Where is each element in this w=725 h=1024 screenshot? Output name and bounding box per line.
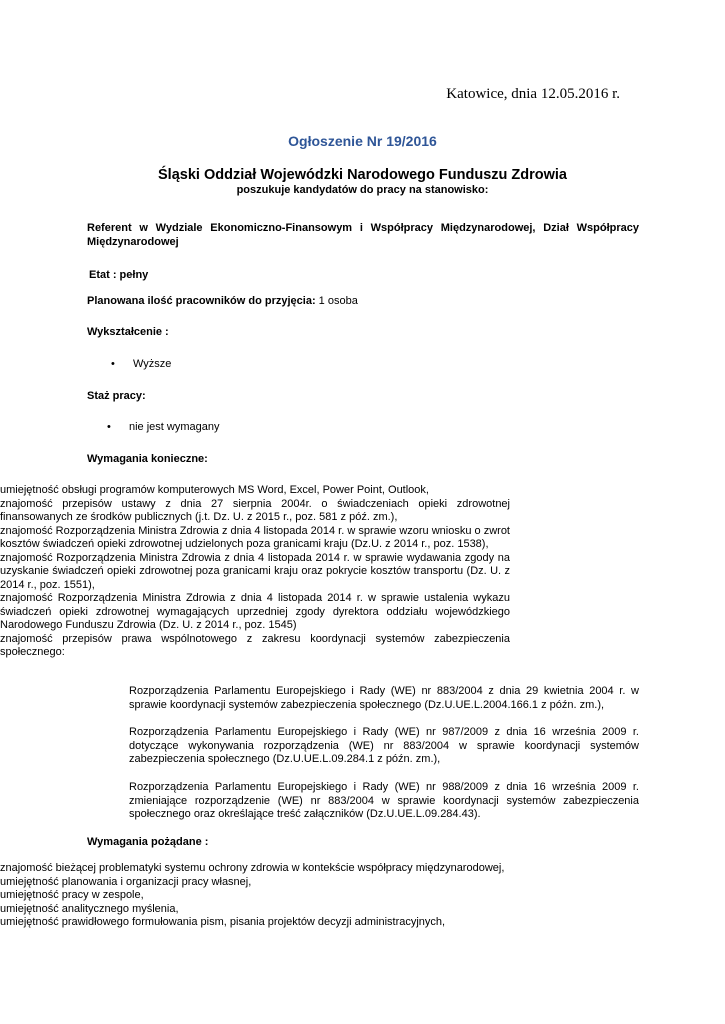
planned-headcount-value: 1 osoba (315, 295, 358, 307)
required-heading: Wymagania konieczne: (87, 453, 208, 465)
required-list (0, 484, 510, 660)
regulation-1: Rozporządzenia Parlamentu Europejskiego i Rady (WE) nr 883/2004 z dnia 29 kwietnia 2004 r. w sprawie koordynacji systemów zabezpieczenia społecznego (Dz.U.UE.L.2004.166.1 z późn. zm.), (129, 685, 639, 711)
regulation-3: Rozporządzenia Parlamentu Europejskiego i Rady (WE) nr 988/2009 z dnia 16 września 2009 r. zmieniające rozporządzenie (WE) nr 883/2004 w sprawie koordynacji systemów zabezpieczenia społecznego oraz określające treść załączników (Dz.U.UE.L.09.284.43). (129, 781, 639, 820)
desired-heading: Wymagania pożądane : (87, 836, 209, 848)
list-item: • znajomość bieżącej problematyki systemu ochrony zdrowia w kontekście współpracy międzynarodowej, (0, 862, 520, 876)
education-list (133, 358, 171, 372)
list-item: • znajomość Rozporządzenia Ministra Zdrowia z dnia 4 listopada 2014 r. w sprawie wzoru wniosku o zwrot kosztów świadczeń opieki zdrowotnej udzielonych poza granicami kraju (Dz.U. z 2014 r., poz. 1538), (0, 525, 510, 552)
experience-list (129, 421, 220, 435)
announcement-number: Ogłoszenie Nr 19/2016 (288, 133, 437, 149)
list-item: • znajomość przepisów ustawy z dnia 27 sierpnia 2004r. o świadczeniach opieki zdrowotnej finansowanych ze środków publicznych (j.t. Dz. U. z 2015 r., poz. 581 z póź. zm.), (0, 498, 510, 525)
employment-type: Etat : pełny (89, 269, 149, 281)
list-item: • umiejętność planowania i organizacji pracy własnej, (0, 876, 520, 890)
planned-headcount-label: Planowana ilość pracowników do przyjęcia: (87, 295, 316, 307)
list-item: • znajomość Rozporządzenia Ministra Zdrowia z dnia 4 listopada 2014 r. w sprawie ustalenia wykazu świadczeń opieki zdrowotnej wymagających uprzedniej zgody dyrektora oddziału wojewódzkiego Narodowego Funduszu Zdrowia (Dz. U. z 2014 r., poz. 1545) (0, 592, 510, 633)
position-title: Referent w Wydziale Ekonomiczno-Finansowym i Współpracy Międzynarodowej, Dział Współpracy Międzynarodowej (87, 222, 639, 248)
regulation-2: Rozporządzenia Parlamentu Europejskiego i Rady (WE) nr 987/2009 z dnia 16 września 2009 r. dotyczące wykonywania rozporządzenia (WE) nr 883/2004 w sprawie koordynacji systemów zabezpieczenia społecznego (Dz.U.UE.L.09.284.1 z późn. zm.), (129, 726, 639, 765)
subtitle: poszukuje kandydatów do pracy na stanowisko: (236, 184, 489, 196)
list-item: • umiejętność analitycznego myślenia, (0, 903, 520, 917)
planned-headcount (87, 295, 358, 307)
education-heading: Wykształcenie : (87, 326, 169, 338)
list-item: • umiejętność obsługi programów komputerowych MS Word, Excel, Power Point, Outlook, (0, 484, 510, 498)
list-item: • umiejętność pracy w zespole, (0, 889, 520, 903)
list-item: • nie jest wymagany (129, 421, 220, 435)
document-date: Katowice, dnia 12.05.2016 r. (446, 86, 620, 102)
list-item: • Wyższe (133, 358, 171, 372)
experience-heading: Staż pracy: (87, 390, 146, 402)
list-item: • znajomość przepisów prawa wspólnotowego z zakresu koordynacji systemów zabezpieczenia społecznego: (0, 633, 510, 660)
organization-name: Śląski Oddział Wojewódzki Narodowego Funduszu Zdrowia (158, 167, 567, 183)
desired-list (0, 862, 520, 930)
list-item: • znajomość Rozporządzenia Ministra Zdrowia z dnia 4 listopada 2014 r. w sprawie wydawania zgody na uzyskanie świadczeń opieki zdrowotnej poza granicami kraju oraz pokrycie kosztów transportu (Dz. U. z 2014 r., poz. 1551), (0, 552, 510, 593)
list-item: • umiejętność prawidłowego formułowania pism, pisania projektów decyzji administracyjnych, (0, 916, 520, 930)
